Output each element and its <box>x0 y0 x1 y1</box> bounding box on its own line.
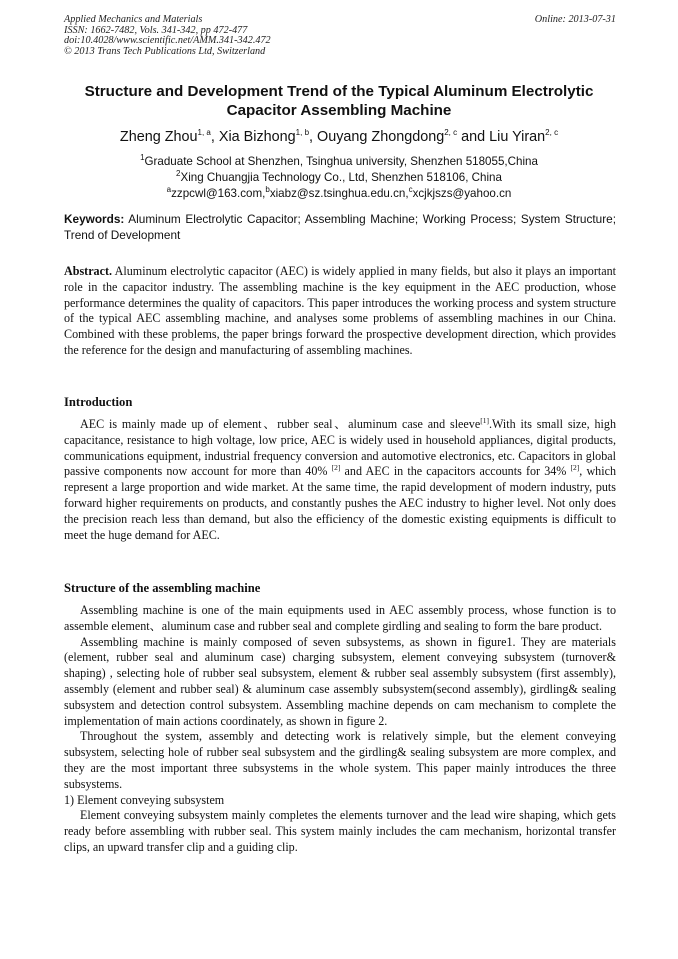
keywords-text: Aluminum Electrolytic Capacitor; Assembling Machine; Working Process; System Structure; Trend of Development <box>64 212 616 242</box>
author-separator: and <box>457 129 490 145</box>
author-name: Zheng Zhou <box>119 129 198 145</box>
section-heading-structure: Structure of the assembling machine <box>64 581 261 595</box>
title-line-1: Structure and Development Trend of the Typical Aluminum Electrolytic <box>84 83 594 100</box>
author-list <box>30 128 648 146</box>
structure-paragraph-1: Assembling machine is one of the main equipments used in AEC assembly process, whose function is to assemble element、aluminum case and rubber seal and complete girdling and sealing to form the bare product. <box>64 603 616 633</box>
structure-paragraph-4: Element conveying subsystem mainly completes the elements turnover and the lead wire shaping, which gets ready before assembling with rubber seal. This system mainly includes the cam mechanism, horizontal transfer clips, an upward transfer clip and a guiding clip. <box>64 808 616 854</box>
author-affiliation-mark: 1, b <box>295 128 310 138</box>
email-address[interactable]: zzpcwl@163.com, <box>171 187 266 200</box>
title-line-2: Capacitor Assembling Machine <box>226 101 452 119</box>
affiliation-text: Xing Chuangjia Technology Co., Ltd, Shenzhen 518106, China <box>180 171 502 184</box>
email-line <box>30 186 648 201</box>
intro-text: .With its small size, high capacitance, resistance to high voltage, low price, AEC is widely used in household appliances, digital products, communications equipment, industrial frequency conversion and automotive electronics, etc. Capacitors in global passive components now account for more than 40% <box>64 417 616 479</box>
paper-title <box>40 83 638 120</box>
keywords <box>64 212 616 243</box>
abstract <box>64 264 616 359</box>
online-date: Online: 2013-07-31 <box>534 14 616 25</box>
structure-paragraph-3: Throughout the system, assembly and detecting work is relatively simple, but the element conveying subsystem, selecting hole of rubber seal subsystem and the girdling& sealing subsystem are more complex, and they are the most important three subsystems in the whole system. This paper mainly introduces the three subsystems. <box>64 729 616 791</box>
keywords-label: Keywords: <box>64 212 125 226</box>
email-mark: c <box>408 185 413 195</box>
intro-text: and AEC in the capacitors accounts for 34% <box>340 464 571 479</box>
doi-line: doi:10.4028/www.scientific.net/AMM.341-342.472 <box>64 35 271 47</box>
intro-text: AEC is mainly made up of element、rubber seal、aluminum case and sleeve <box>80 417 481 431</box>
email-mark: a <box>166 185 172 195</box>
citation-ref[interactable]: [1] <box>480 415 489 425</box>
affiliation-mark: 2 <box>176 169 181 179</box>
email-mark: b <box>265 185 270 195</box>
author-affiliation-mark: 1, a <box>197 128 211 138</box>
affiliation-1 <box>30 154 648 169</box>
email-address[interactable]: xcjkjszs@yahoo.cn <box>412 187 512 200</box>
author-name: Liu Yiran <box>489 129 546 145</box>
copyright-line: © 2013 Trans Tech Publications Ltd, Switzerland <box>64 45 266 57</box>
abstract-label: Abstract. <box>64 264 113 278</box>
journal-name: Applied Mechanics and Materials <box>64 14 203 25</box>
affiliation-text: Graduate School at Shenzhen, Tsinghua university, Shenzhen 518055,China <box>144 155 538 168</box>
citation-ref[interactable]: [2] <box>331 463 341 473</box>
abstract-text: Aluminum electrolytic capacitor (AEC) is widely applied in many fields, but also it plays an important role in the capacitor industry. The assembling machine is the key equipment in the AEC production, whose performance determines the quality of capacitors. This paper introduces the working process and system structure of the typical AEC assembling machine, and analyses some problems of assembling machines in our China. Combined with these problems, the paper brings forward the prospective development direction, which provides the reference for the design and manufacturing of assembling machines. <box>64 264 616 357</box>
email-address[interactable]: xiabz@sz.tsinghua.edu.cn, <box>269 187 409 200</box>
affiliation-mark: 1 <box>140 153 145 163</box>
issn-line: ISSN: 1662-7482, Vols. 341-342, pp 472-477 <box>64 24 248 36</box>
intro-text: , which represent a large proportion and wide market. At the same time, the rapid development of modern industry, puts forward higher requirements on products, and constantly pushes the AEC industry to higher level. Not only does the precision reach less than demand, but also the efficiency of the domestic existing equipments is difficult to meet the huge demand for AEC. <box>64 464 616 542</box>
structure-section-body <box>64 603 616 856</box>
citation-ref[interactable]: [2] <box>570 463 580 473</box>
author-separator: , <box>309 129 318 145</box>
structure-paragraph-2: Assembling machine is mainly composed of seven subsystems, as shown in figure1. They are materials (element, rubber seal and aluminum case) charging subsystem, element conveying subsystem (turnover& shaping) , selecting hole of rubber seal subsystem, element & rubber seal assembly subsystem (first assembly), assembly (element and rubber seal) & aluminum case assembly subsystem(second assembly), girdling& sealing subsystem and detection control subsystem. Assembling machine depends on cam mechanism to complete the implementation of main actions coordinately, as shown in figure 2. <box>64 634 616 728</box>
author-name: Xia Bizhong <box>218 129 296 145</box>
journal-header <box>64 15 616 57</box>
affiliation-2 <box>30 170 648 185</box>
author-affiliation-mark: 2, c <box>444 128 458 138</box>
author-name: Ouyang Zhongdong <box>317 129 445 145</box>
author-separator: , <box>210 129 219 145</box>
list-item-element-conveying: 1) Element conveying subsystem <box>64 792 225 807</box>
introduction-paragraph <box>64 417 616 543</box>
author-affiliation-mark: 2, c <box>545 128 559 138</box>
section-heading-introduction: Introduction <box>64 395 133 409</box>
